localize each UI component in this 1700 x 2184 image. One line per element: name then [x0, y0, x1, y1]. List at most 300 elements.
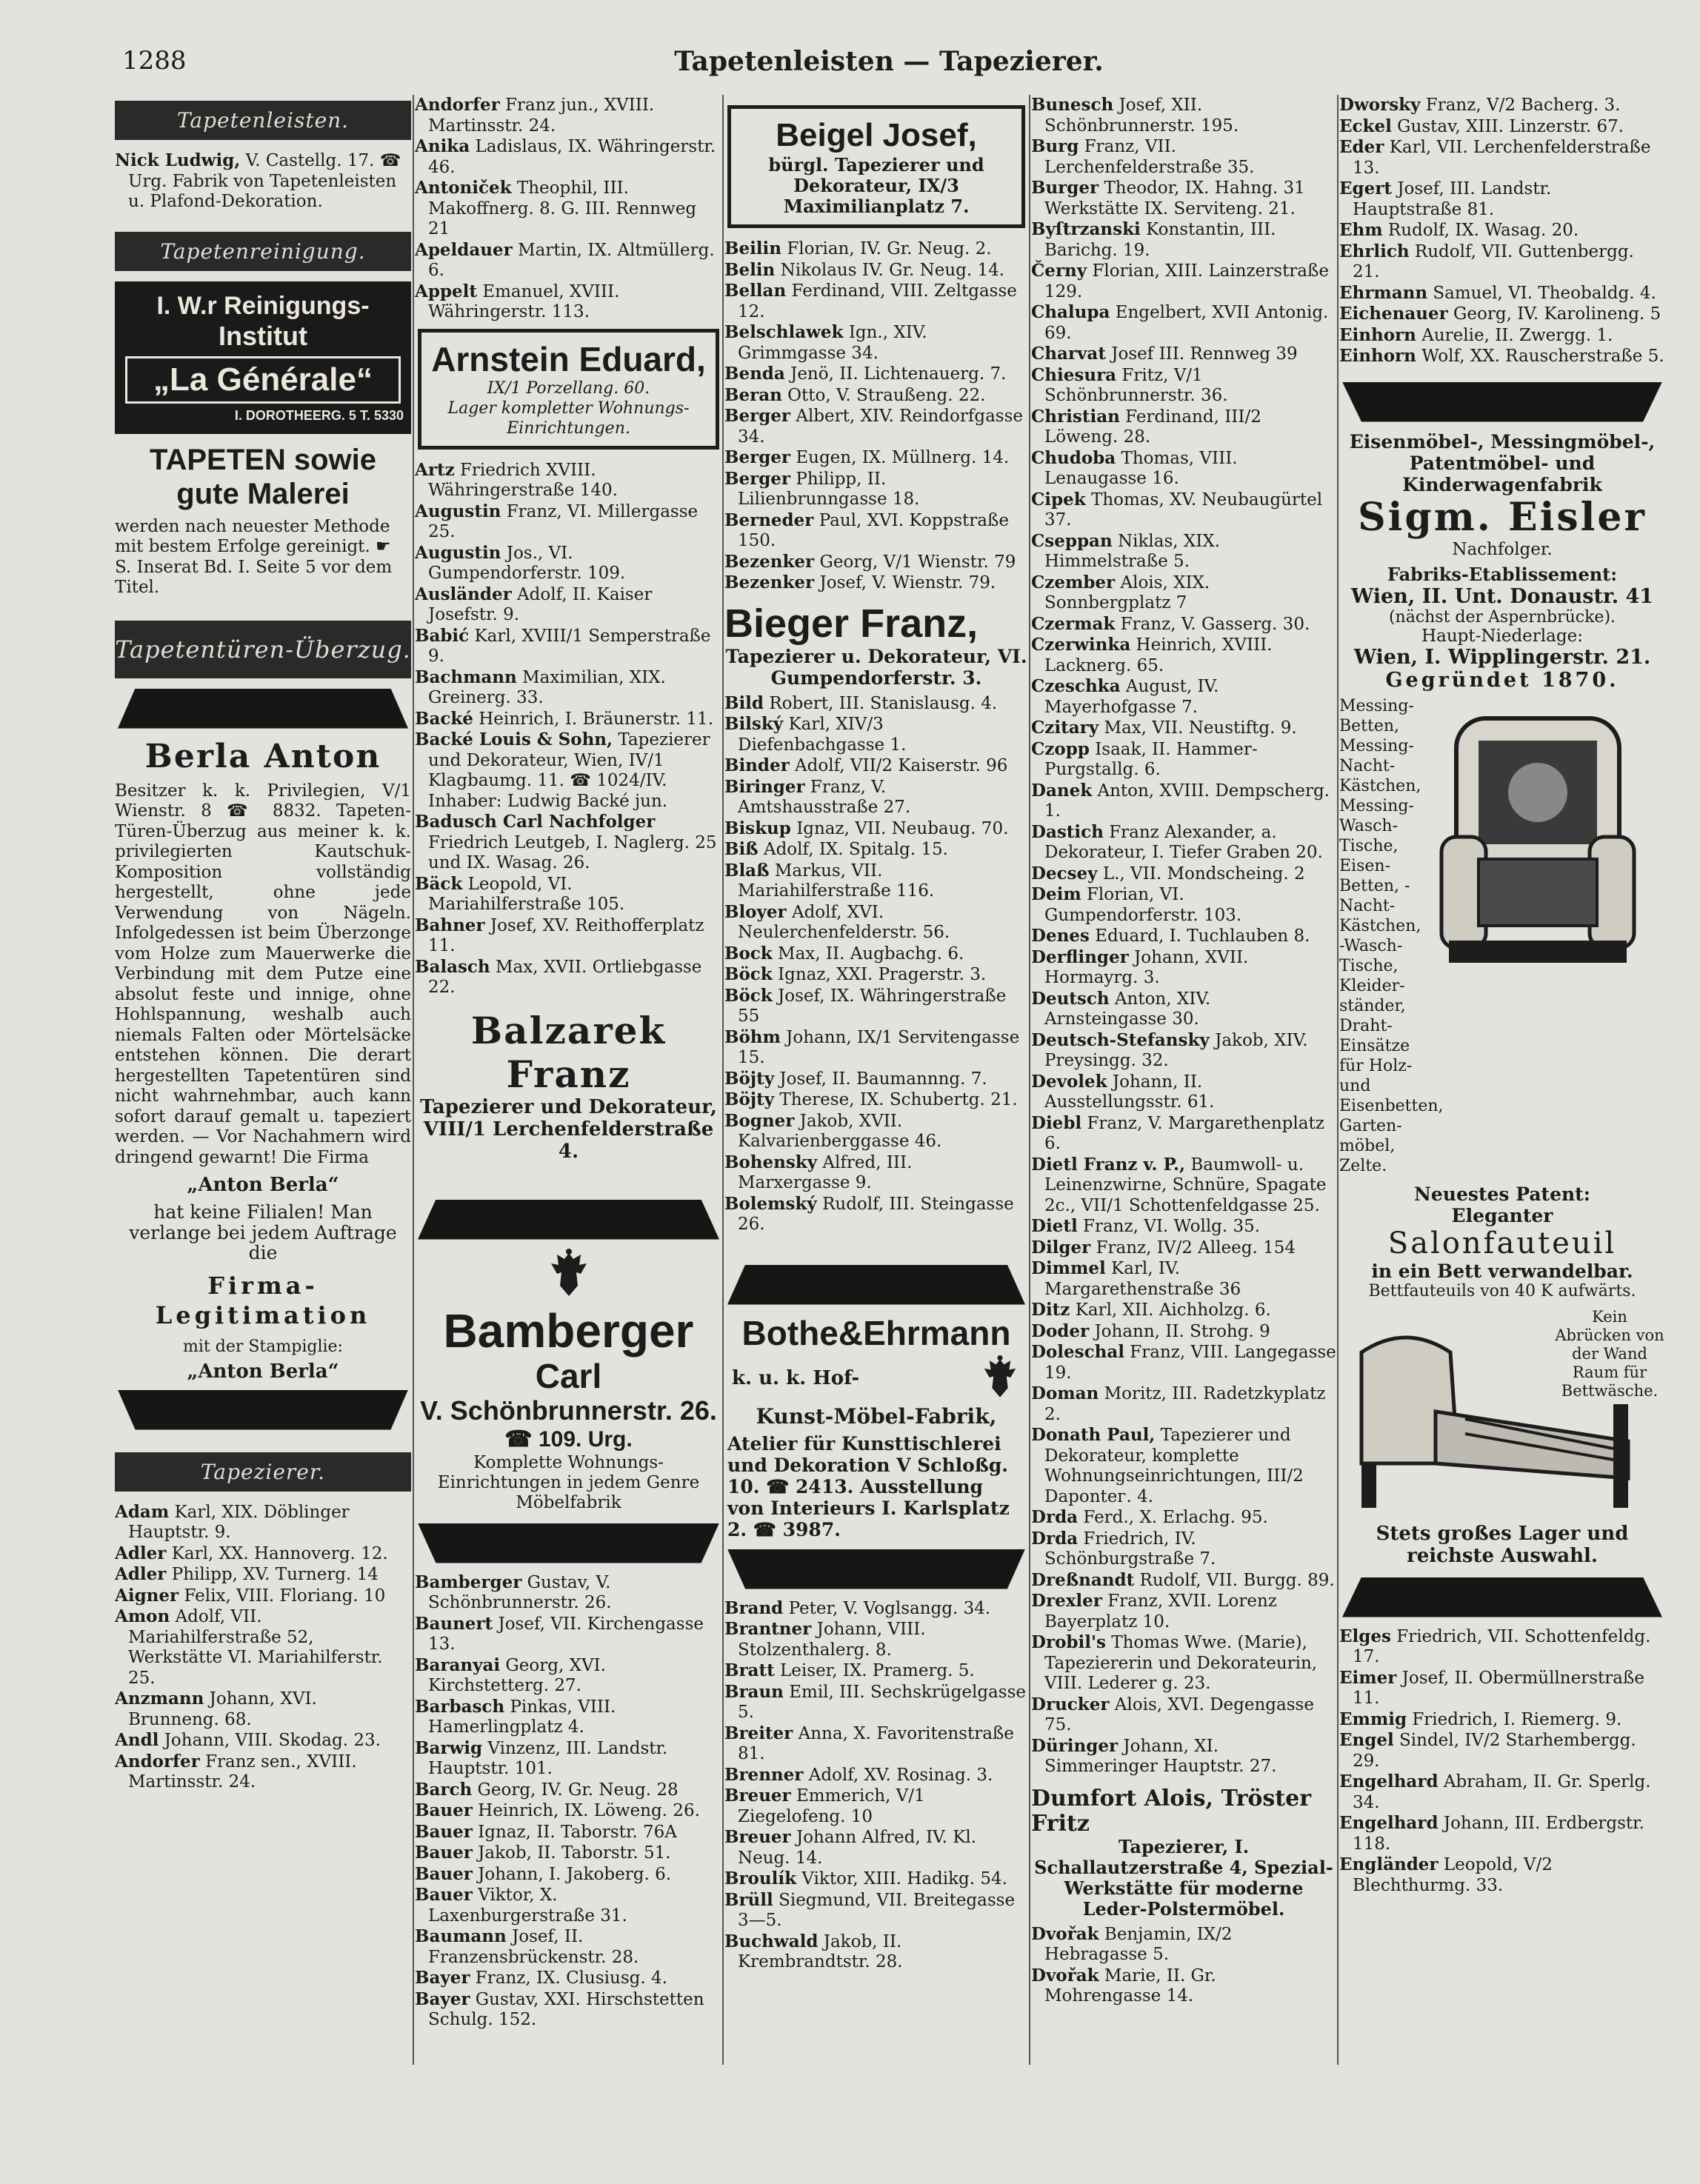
entry	[415, 1614, 722, 1655]
entry-text: Karl, VII. Lerchenfelderstraße 13.	[1353, 138, 1651, 178]
entry-list	[724, 238, 1028, 594]
entry-name: Baranyai	[415, 1654, 501, 1675]
entry	[415, 1738, 722, 1780]
entry-name: Bachmann	[415, 667, 517, 687]
entry-name: Doman	[1031, 1383, 1099, 1403]
entry-name: Ditz	[1031, 1300, 1070, 1320]
berla-name: Berla Anton	[144, 737, 381, 775]
entry	[415, 136, 722, 178]
entry	[415, 501, 722, 543]
entry-text: Josef, II. Obermüllnerstraße 11.	[1353, 1668, 1644, 1708]
berla-body: Besitzer k. k. Privilegien, V/1 Wienstr. 8 ☎ 8832. Tapeten-Türen-Überzug aus meiner k. k. privilegierten Kautschuk-Komposition vollständig hergestellt, ohne jede Verwendung von Nägeln. Infolgedessen ist beim Überzonge vom Holze zum Mauerwerke die Verbindung mit dem Putze eine absolut feste und innige, ohne Hohlspannung, weshalb auch niemals Falten oder Mörtelsäcke entstehen können. Die derart hergestellten Tapetentüren sind nicht wahrnehmbar, auch kann sofort darauf gemalt u. tapeziert werden. — Vor Nachahmern wird dringend gewarnt! Die Firma	[115, 781, 411, 1167]
entry	[1031, 1966, 1336, 2007]
entry-text: Franz jun., XVIII. Martinsstr. 24.	[428, 96, 655, 136]
eisler-near: (nächst der Aspernbrücke).	[1388, 607, 1616, 627]
balzarek-name: Balzarek Franz	[470, 1008, 667, 1096]
entry-name: Dreßnandt	[1031, 1569, 1135, 1590]
entry-list	[1031, 95, 1336, 1777]
berla-stamp: mit der Stampiglie:	[183, 1337, 343, 1356]
entry-text: Rudolf, VII. Burgg. 89.	[1139, 1570, 1335, 1590]
entry-name: Czermak	[1031, 613, 1116, 634]
berla-body2: hat keine Filialen! Man verlange bei jedem Auftrage die	[129, 1201, 397, 1263]
entry-name: Berneder	[724, 510, 814, 530]
entry-name: Bayer	[415, 1968, 470, 1988]
section-header-tueren: Tapetentüren-Überzug.	[115, 621, 411, 678]
entry	[1031, 635, 1336, 676]
entry-text: Ferd., X. Erlachg. 95.	[1083, 1508, 1268, 1527]
entry	[415, 957, 722, 998]
entry	[415, 626, 722, 667]
entry-name: Doder	[1031, 1320, 1090, 1341]
entry-text: Abraham, II. Gr. Sperlg. 34.	[1353, 1772, 1651, 1812]
entry	[115, 1751, 411, 1793]
entry-text: Friedrich XVIII. Währingerstraße 140.	[428, 460, 618, 500]
entry-text: Paul, XVI. Koppstraße 150.	[738, 510, 1009, 550]
eisler-patent: Neuestes Patent:	[1414, 1183, 1590, 1205]
entry-name: Drda	[1031, 1528, 1079, 1549]
entry-name: Deutsch	[1031, 988, 1110, 1009]
entry	[415, 584, 722, 626]
entry-name: Böck	[724, 985, 773, 1006]
entry-text: Viktor, X. Laxenburgerstraße 31.	[428, 1886, 627, 1926]
entry-name: Czerwinka	[1031, 635, 1131, 655]
entry	[1031, 1425, 1336, 1507]
entry	[1031, 136, 1336, 178]
entry	[1339, 1730, 1665, 1771]
entry	[724, 1598, 1028, 1620]
entry-name: Balasch	[415, 956, 490, 977]
entry	[724, 944, 1028, 965]
entry	[724, 1069, 1028, 1090]
entry	[724, 1194, 1028, 1235]
entry-name: Antoniček	[415, 178, 512, 198]
entry-text: Nikolaus IV. Gr. Neug. 14.	[780, 260, 1005, 280]
entry-name: Dworsky	[1339, 95, 1421, 115]
entry-text: Franz, VII. Lerchenfelderstraße 35.	[1044, 137, 1255, 177]
entry	[1031, 344, 1336, 365]
entry	[1031, 1383, 1336, 1425]
entry	[115, 1543, 411, 1565]
entry-text: Max, VII. Neustiftg. 9.	[1104, 718, 1297, 738]
entry	[415, 460, 722, 501]
entry-name: Böjty	[724, 1068, 775, 1089]
entry-name: Chiesura	[1031, 364, 1117, 385]
entry	[115, 150, 411, 213]
entry	[1031, 1736, 1336, 1777]
entry-name: Apeldauer	[415, 239, 513, 260]
entry-name: Blaß	[724, 860, 770, 881]
entry-name: Dietl Franz v. P.,	[1031, 1154, 1185, 1175]
entry	[724, 964, 1028, 986]
entry-name: Drobil's	[1031, 1632, 1106, 1652]
entry	[1031, 926, 1336, 947]
entry	[1031, 1216, 1336, 1238]
entry-name: Benda	[724, 364, 785, 384]
entry-name: Böjty	[724, 1089, 775, 1109]
entry-text: Johann, II. Ausstellungsstr. 61.	[1044, 1072, 1215, 1112]
entry-name: Bunesch	[1031, 95, 1114, 115]
eisler-bett: in ein Bett verwandelbar.	[1371, 1260, 1633, 1282]
eisler-price: Bettfauteuils von 40 K aufwärts.	[1368, 1281, 1636, 1300]
generale-line1: I. W.r Reinigungs-	[156, 291, 370, 320]
entry-text: Jakob, XIV. Preysingg. 32.	[1044, 1030, 1308, 1070]
bamberger-addr: V. Schönbrunnerstr. 26.	[420, 1395, 717, 1426]
entry	[415, 1572, 722, 1614]
entry-list	[415, 95, 722, 323]
entry-text: Thomas Wwe. (Marie), Tapeziererin und Dekoratеurin, VIII. Lederer g. 23.	[1044, 1633, 1318, 1693]
entry-text: Franz, V. Gasserg. 30.	[1120, 614, 1310, 634]
entry-text: Josef, II. Baumannng. 7.	[779, 1069, 987, 1089]
entry	[724, 322, 1028, 364]
entry	[1339, 325, 1665, 347]
entry	[415, 709, 722, 730]
entry-name: Andl	[115, 1730, 159, 1750]
entry-text: Florian, IV. Gr. Neug. 2.	[787, 239, 992, 258]
entry-text: Franz, IX. Clusiusg. 4.	[475, 1968, 667, 1988]
entry	[1031, 1072, 1336, 1113]
bothe-name: Bothe&Ehrmann	[741, 1313, 1011, 1352]
entry-text: Anton, XVIII. Dempscherg. 1.	[1044, 781, 1330, 821]
entry	[1031, 1924, 1336, 1966]
entry-text: Johann, III. Erdbergstr. 118.	[1353, 1814, 1644, 1854]
entry-name: Chalupa	[1031, 302, 1110, 322]
entry-text: Engelbert, XVII Antonig. 69.	[1044, 303, 1329, 343]
entry-name: Christian	[1031, 406, 1120, 427]
entry	[724, 572, 1028, 594]
entry	[1031, 407, 1336, 448]
entry-text: Johann, I. Jakoberg. 6.	[478, 1864, 672, 1884]
entry-name: Engelhard	[1339, 1771, 1439, 1791]
entry-text: Philipp, II. Lilienbrunngasse 18.	[738, 469, 920, 509]
entry-text: Otto, V. Straußeng. 22.	[787, 385, 986, 405]
entry	[1031, 302, 1336, 344]
generale-line2: Institut	[219, 320, 307, 351]
column-rule	[413, 95, 414, 2065]
entry-name: Artz	[415, 459, 455, 480]
entry	[115, 1606, 411, 1689]
entry-text: Felix, VIII. Floriang. 10	[184, 1586, 386, 1606]
dumfort-name: Dumfort Alois, Tröster Fritz	[1031, 1785, 1312, 1837]
entry-text: Alois, XVI. Degengasse 75.	[1044, 1694, 1314, 1734]
entry-text: Josef, XV. Reithofferplatz 11.	[428, 915, 704, 955]
entry-text: Franz sen., XVIII. Martinsstr. 24.	[128, 1751, 357, 1791]
entry	[1339, 241, 1665, 283]
entry-name: Chudoba	[1031, 447, 1116, 468]
entry-name: Belin	[724, 259, 776, 280]
entry	[1339, 1854, 1665, 1896]
entry-name: Anzmann	[115, 1689, 204, 1709]
entry	[1339, 1626, 1665, 1668]
column-rule	[1029, 95, 1030, 2065]
entry-text: L., VII. Mondscheing. 2	[1102, 864, 1305, 884]
double-eagle-icon	[979, 1355, 1021, 1401]
entry	[1031, 614, 1336, 635]
entry-text: Jos., VI. Gumpendorferstr. 109.	[428, 543, 626, 583]
bed-fauteuil-illustration	[1347, 1323, 1658, 1515]
entry-text: Moritz, III. Radetzkyplatz 2.	[1044, 1384, 1326, 1424]
entry-text: Ladislaus, IX. Währingerstr. 46.	[428, 137, 716, 177]
entry-text: Pinkas, VIII. Hamerlingplatz 4.	[428, 1697, 616, 1737]
eisler-elegant: Eleganter	[1451, 1204, 1553, 1226]
entry-name: Buchwald	[724, 1931, 819, 1951]
eisler-etab: Fabriks-Etablissement:	[1387, 563, 1618, 585]
entry-text: Franz, V/2 Bacherg. 3.	[1425, 96, 1621, 115]
entry	[1031, 884, 1336, 926]
entry	[1339, 346, 1665, 367]
entry-name: Baumann	[415, 1926, 507, 1946]
entry-text: Alois, XIX. Sonnbergplatz 7	[1044, 572, 1210, 612]
entry-name: Ausländer	[415, 584, 512, 604]
eisler-since: Gegründet 1870.	[1385, 668, 1619, 692]
entry-name: Brantner	[724, 1619, 812, 1639]
entry-text: Emmerich, V/1 Ziegelofeng. 10	[738, 1786, 925, 1826]
entry-name: Dvořak	[1031, 1923, 1099, 1944]
entry	[1031, 822, 1336, 864]
entry-text: Ferdinand, VIII. Zeltgasse 12.	[738, 281, 1017, 321]
entry	[724, 714, 1028, 755]
entry-text: Friedrich, I. Riemerg. 9.	[1412, 1709, 1622, 1729]
entry-name: Dastich	[1031, 821, 1104, 842]
entry-name: Donath Paul,	[1031, 1425, 1156, 1445]
entry	[1031, 1342, 1336, 1383]
bothe-kuk-row	[732, 1355, 1021, 1401]
entry-text: Albert, XIV. Reindorfgasse 34.	[738, 407, 1024, 447]
entry-list	[415, 1572, 722, 2031]
entry-name: Bloyer	[724, 901, 787, 922]
entry-text: Ign., XIV. Grimmgasse 34.	[738, 323, 927, 363]
entry-name: Bellan	[724, 281, 787, 301]
eisler-product-block	[1339, 696, 1665, 1176]
entry-list	[1339, 95, 1665, 367]
entry	[1339, 1813, 1665, 1854]
entry-text: Eugen, IX. Müllnerg. 14.	[796, 448, 1010, 467]
column-2	[415, 95, 722, 2087]
entry-name: Anika	[415, 136, 470, 156]
entry-text: Ignaz, II. Taborstr. 76A	[478, 1822, 677, 1842]
entry-text: Ignaz, XXI. Pragerstr. 3.	[778, 965, 987, 984]
entry-text: Karl, XX. Hannoverg. 12.	[171, 1543, 388, 1563]
entry	[724, 777, 1028, 818]
entry-name: Dimmel	[1031, 1258, 1106, 1278]
entry-text: Josef, IX. Währingerstraße 55	[738, 986, 1007, 1026]
entry-text: Vinzenz, III. Landstr. Hauptstr. 101.	[428, 1738, 668, 1778]
dumfort-desc: Tapezierer, I. Schallautzerstraße 4, Spezial-Werkstätte für moderne Leder-Polstermöbel.	[1034, 1835, 1333, 1920]
entry	[1031, 572, 1336, 614]
eisler-salon: Salonfauteuil	[1387, 1226, 1617, 1260]
entry-text: Heinrich, XVIII. Lacknerg. 65.	[1044, 635, 1273, 675]
page-number: 1288	[122, 46, 187, 76]
entry-name: Aigner	[115, 1585, 179, 1606]
bamberger-phone: ☎ 109. Urg.	[504, 1426, 633, 1452]
divider-bar	[418, 1200, 719, 1240]
entry	[1031, 1258, 1336, 1300]
entry	[724, 510, 1028, 552]
entry	[1031, 1591, 1336, 1632]
entry-name: Eimer	[1339, 1667, 1397, 1688]
section-header-tapetenleisten: Tapetenleisten.	[115, 101, 411, 140]
entry-text: Peter, V. Voglsangg. 34.	[788, 1598, 991, 1618]
entry-text: Ferdinand, III/2 Löweng. 28.	[1044, 407, 1261, 447]
entry	[724, 1089, 1028, 1111]
divider-bar	[118, 689, 408, 729]
entry-name: Bezenker	[724, 572, 815, 592]
entry	[1031, 490, 1336, 531]
entry-name: Andorfer	[115, 1751, 200, 1771]
entry-name: Baunert	[415, 1613, 493, 1634]
entry-name: Diebl	[1031, 1112, 1082, 1133]
entry	[724, 693, 1028, 715]
berla-legitimation: Firma-Legitimation	[155, 1271, 371, 1329]
entry-name: Bohensky	[724, 1152, 818, 1172]
entry-name: Brenner	[724, 1764, 804, 1785]
entry	[415, 178, 722, 240]
entry	[415, 1885, 722, 1926]
entry-text: Johann, XVII. Hormayrg. 3.	[1044, 947, 1249, 987]
entry	[415, 729, 722, 812]
entry-name: Drexler	[1031, 1591, 1102, 1611]
entry-name: Brüll	[724, 1889, 773, 1910]
entry-name: Czember	[1031, 572, 1116, 592]
entry-text: Rudolf, III. Steingasse 26.	[738, 1194, 1014, 1234]
entry-name: Böck	[724, 964, 773, 984]
entry-name: Broulík	[724, 1869, 797, 1889]
entry-name: Engelhard	[1339, 1813, 1439, 1833]
entry-name: Eckel	[1339, 116, 1392, 136]
entry	[1339, 220, 1665, 241]
entry-name: Engel	[1339, 1730, 1394, 1750]
entry	[1031, 1155, 1336, 1217]
entry-text: Thomas, XV. Neubaugürtel 37.	[1044, 490, 1323, 530]
entry-text: Josef, II. Franzensbrückenstr. 28.	[428, 1927, 639, 1967]
entry-name: Berger	[724, 406, 791, 426]
entry-name: Bauer	[415, 1863, 473, 1884]
column-rule	[722, 95, 724, 2065]
entry-text: Rudolf, VII. Guttenbergg. 21.	[1353, 241, 1634, 281]
entry-text: Josef III. Rennweg 39	[1111, 344, 1298, 364]
bothe-fabrik: Kunst-Möbel-Fabrik,	[756, 1403, 997, 1429]
entry	[724, 1111, 1028, 1152]
entry-text: Benjamin, IX/2 Hebragasse 5.	[1044, 1924, 1233, 1964]
entry-name: Badusch Carl Nachfolger	[415, 812, 656, 832]
entry	[1031, 1113, 1336, 1155]
entry-text: Adolf, II. Kaiser Josefstr. 9.	[428, 584, 653, 624]
entry-name: Derflinger	[1031, 946, 1129, 967]
entry-text: Jakob, II. Taborstr. 51.	[478, 1843, 671, 1863]
entry	[724, 1682, 1028, 1723]
eisler-haupt: Haupt-Niederlage:	[1421, 626, 1583, 646]
entry-name: Biringer	[724, 776, 805, 797]
entry-name: Augustin	[415, 501, 501, 521]
entry-name: Deim	[1031, 884, 1081, 904]
entry-name: Egert	[1339, 178, 1392, 198]
entry	[415, 915, 722, 957]
entry	[724, 1931, 1028, 1973]
entry-name: Burg	[1031, 136, 1079, 156]
entry	[724, 1869, 1028, 1890]
entry-text: Sindel, IV/2 Starhembergg. 29.	[1353, 1731, 1636, 1771]
entry-text: Franz, VI. Wollg. 35.	[1083, 1217, 1261, 1236]
entry-text: Gustav, XXI. Hirschstetten Schulg. 152.	[428, 1989, 704, 2029]
entry-name: Einhorn	[1339, 324, 1416, 345]
entry	[724, 406, 1028, 447]
entry-text: Emanuel, XVIII. Währingerstr. 113.	[428, 281, 620, 321]
entry-text: Samuel, VI. Theobaldg. 4.	[1433, 283, 1656, 303]
section-header-tapezierer: Tapezierer.	[115, 1452, 411, 1492]
berla-firma: „Anton Berla“	[187, 1174, 339, 1196]
entry	[1339, 1709, 1665, 1731]
entry-text: Leopold, VI. Mariahilferstraße 105.	[428, 874, 625, 914]
entry-text: Franz, V. Amtshausstraße 27.	[738, 777, 911, 817]
entry-text: Adolf, VII. Mariahilferstraße 52, Werkstätte VI. Mariahilferstr. 25.	[128, 1607, 383, 1688]
generale-line3: „La Générale“	[125, 356, 401, 404]
entry-list	[1031, 1924, 1336, 2007]
entry-name: Černy	[1031, 261, 1087, 281]
entry-text: Tapezierer und Dekorateur, komplette Wohnungseinrichtungen, III/2 Dapontег. 4.	[1044, 1426, 1304, 1506]
entry	[724, 469, 1028, 510]
entry-text: Franz, IV/2 Alleeg. 154	[1096, 1238, 1296, 1258]
entry-text: Heinrich, I. Bräunerstr. 11.	[479, 709, 714, 729]
entry	[724, 385, 1028, 407]
tapeten-body: werden nach neuester Methode mit bestem Erfolge gereinigt. ☛ S. Inserat Bd. I. Seite 5 vor dem Titel.	[115, 516, 393, 597]
entry	[724, 1619, 1028, 1660]
entry-name: Böhm	[724, 1026, 781, 1047]
entry	[415, 281, 722, 323]
entry	[415, 1843, 722, 1864]
entry-name: Ehm	[1339, 220, 1383, 240]
column-1	[115, 95, 411, 2035]
entry	[1031, 781, 1336, 822]
entry	[415, 543, 722, 584]
entry	[1339, 95, 1665, 116]
entry	[415, 240, 722, 281]
column-rule	[1337, 95, 1339, 2065]
entry	[1031, 95, 1336, 136]
entry-text: Jakob, XVII. Kalvarienberggasse 46.	[738, 1111, 942, 1151]
entry-name: Eichenauer	[1339, 304, 1448, 324]
beigel-desc: bürgl. Tapezierer und Dekorateur, IX/3 Maximilianplatz 7.	[768, 154, 984, 217]
entry	[1031, 531, 1336, 572]
entry-text: Friedrich, IV. Schönburgstraße 7.	[1044, 1529, 1216, 1569]
entry-name: Bauer	[415, 1885, 473, 1905]
bamberger-first: Carl	[535, 1356, 602, 1395]
bieger-desc: Tapezierer u. Dekorateur, VI. Gumpendorferstr. 3.	[725, 645, 1027, 689]
entry	[415, 1968, 722, 1989]
entry-text: Heinrich, IX. Löweng. 26.	[478, 1801, 700, 1820]
entry-text: Franz Alexander, a. Dekorateur, I. Tiefer Graben 20.	[1044, 822, 1323, 862]
entry-name: Berger	[724, 447, 791, 467]
tapeten-title: TAPETEN sowie gute Malerei	[150, 443, 376, 510]
entry	[1031, 1507, 1336, 1529]
entry-name: Cipek	[1031, 489, 1086, 510]
entry	[1031, 1030, 1336, 1072]
entry	[724, 986, 1028, 1027]
entry-name: Eder	[1339, 137, 1384, 157]
entry-name: Bolemský	[724, 1193, 817, 1214]
entry-text: Adolf, VII/2 Kaiserstr. 96	[795, 756, 1008, 775]
entry	[115, 1689, 411, 1730]
entry-text: Anton, XIV. Arnsteingasse 30.	[1044, 989, 1211, 1029]
armchair-illustration	[1427, 696, 1649, 978]
entry-text: Gustav, XIII. Linzerstr. 67.	[1397, 116, 1624, 136]
entry-name: Nick Ludwig,	[115, 150, 241, 170]
divider-bar	[1342, 1577, 1662, 1617]
entry	[724, 281, 1028, 322]
bothe-kuk: k. u. k. Hof-	[732, 1366, 860, 1389]
entry-list	[724, 693, 1028, 1235]
entry-name: Belschlawek	[724, 322, 844, 342]
entry-name: Braun	[724, 1681, 784, 1702]
entry-text: V. Castellg. 17. ☎ Urg. Fabrik von Tapetenleisten u. Plafond-Dekoration.	[128, 151, 401, 211]
